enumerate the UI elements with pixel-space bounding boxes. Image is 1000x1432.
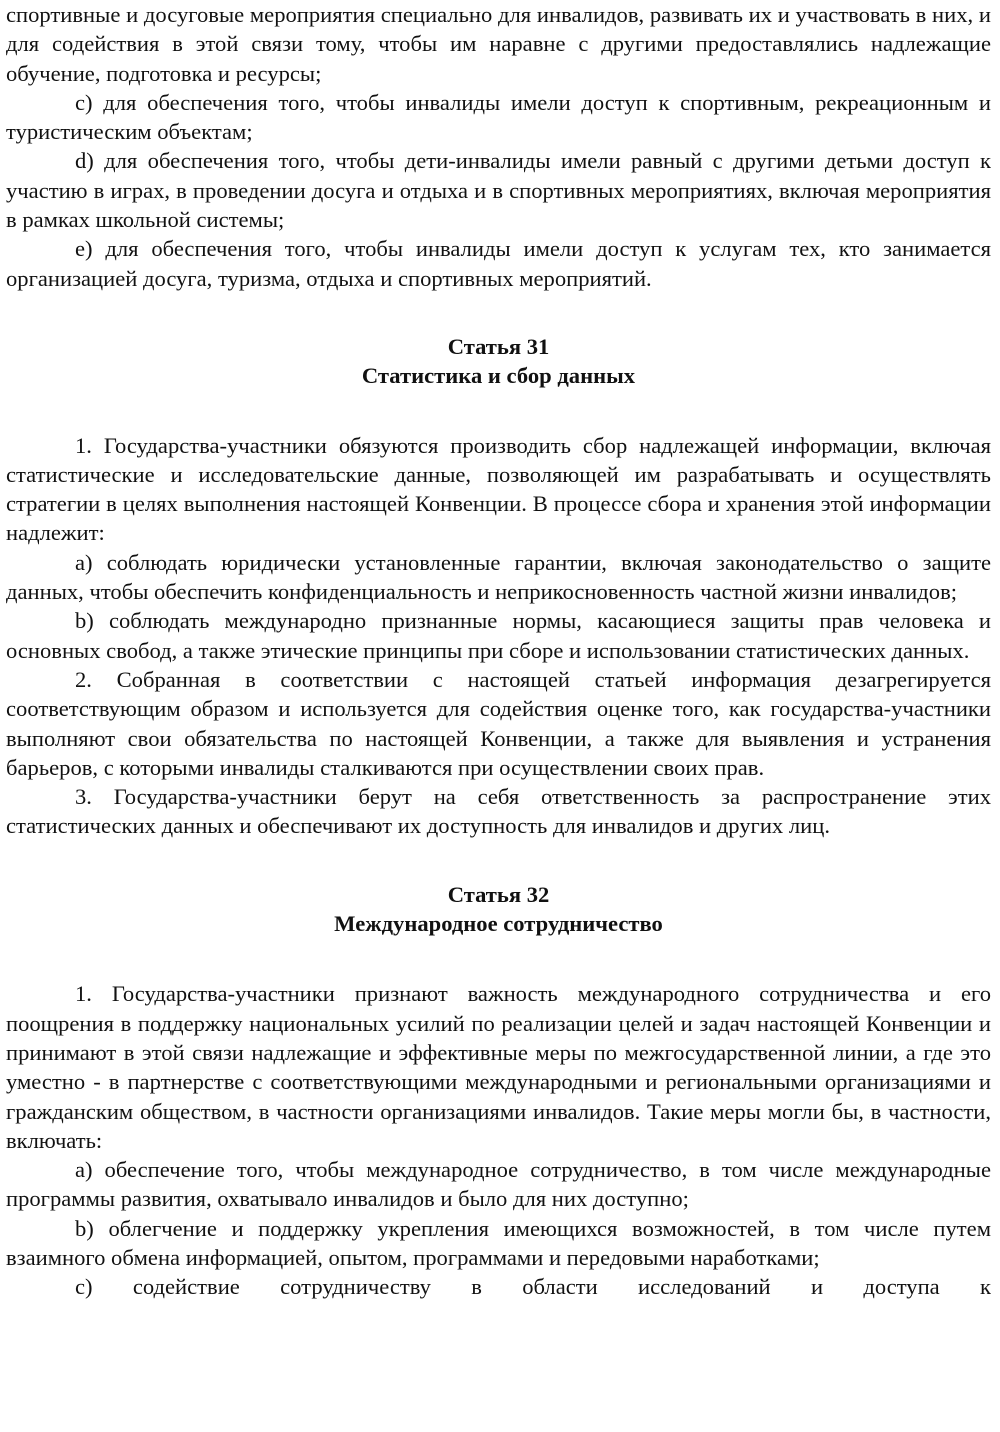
spacer (6, 938, 991, 979)
paragraph: c) для обеспечения того, чтобы инвалиды имели доступ к спортивным, рекреационным и туристическим объектам; (6, 89, 991, 145)
paragraph: d) для обеспечения того, чтобы дети-инвалиды имели равный с другими детьми доступ к участию в играх, в проведении досуга и отдыха и в спортивных мероприятиях, включая мероприятия в рамках школьной системы; (6, 148, 991, 233)
paragraph: a) обеспечение того, чтобы международное сотрудничество, в том числе международные программы развития, охватывало инвалидов и было для них доступно; (6, 1157, 991, 1212)
paragraph: c) содействие сотрудничеству в области исследований и доступа к (75, 1274, 991, 1300)
paragraph: 1. Государства-участники обязуются производить сбор надлежащей информации, включая статистические и исследовательские данные, позволяющей им разрабатывать и осуществлять стратегии в целях выполнения настоящей Конвенции. В процессе сбора и хранения этой информации надлежит: (6, 432, 991, 546)
continuation-text (6, 0, 991, 293)
paragraph: b) соблюдать международно признанные нормы, касающиеся защиты прав человека и основных свобод, а также этические принципы при сборе и использовании статистических данных. (6, 608, 991, 663)
article-31-heading (6, 332, 991, 391)
spacer (6, 841, 991, 880)
article-32-heading (6, 880, 991, 939)
paragraph: 3. Государства-участники берут на себя ответственность за распространение этих статистических данных и обеспечивают их доступность для инвалидов и других лиц. (6, 784, 991, 839)
article-number: Статья 31 (447, 333, 550, 359)
article-number: Статья 32 (447, 881, 550, 907)
paragraph: e) для обеспечения того, чтобы инвалиды имели доступ к услугам тех, кто занимается организацией досуга, туризма, отдыха и спортивных мероприятий. (6, 236, 991, 291)
article-title: Международное сотрудничество (334, 911, 663, 937)
paragraph: 1. Государства-участники признают важность международного сотрудничества и его поощрения в поддержку национальных усилий по реализации целей и задач настоящей Конвенции и принимают в этой связи надлежащие и эффективные меры по межгосударственной линии, а где это уместно - в партнерстве с соответствующими международными и региональными организациями и гражданским обществом, в частности организациями инвалидов. Такие меры могли бы, в частности, включать: (6, 981, 991, 1153)
paragraph: b) облегчение и поддержку укрепления имеющихся возможностей, в том числе путем взаимного обмена информацией, опытом, программами и передовыми наработками; (6, 1215, 991, 1270)
paragraph: 2. Собранная в соответствии с настоящей статьей информация дезагрегируется соответствующим образом и используется для содействия оценке того, как государства-участники выполняют свои обязательства по настоящей Конвенции, а также для выявления и устранения барьеров, с которыми инвалиды сталкиваются при осуществлении своих прав. (6, 666, 991, 780)
article-31-body (6, 431, 991, 841)
spacer (6, 391, 991, 431)
spacer (6, 293, 991, 332)
paragraph: a) соблюдать юридически установленные гарантии, включая законодательство о защите данных, чтобы обеспечить конфиденциальность и неприкосновенность частной жизни инвалидов; (6, 549, 991, 605)
article-32-body (6, 979, 991, 1301)
article-title: Статистика и сбор данных (361, 363, 636, 389)
paragraph: спортивные и досуговые мероприятия специально для инвалидов, развивать их и участвовать в них, и для содействия в этой связи тому, чтобы им наравне с другими предоставлялись надлежащие обучение, подготовка и ресурсы; (6, 2, 991, 86)
